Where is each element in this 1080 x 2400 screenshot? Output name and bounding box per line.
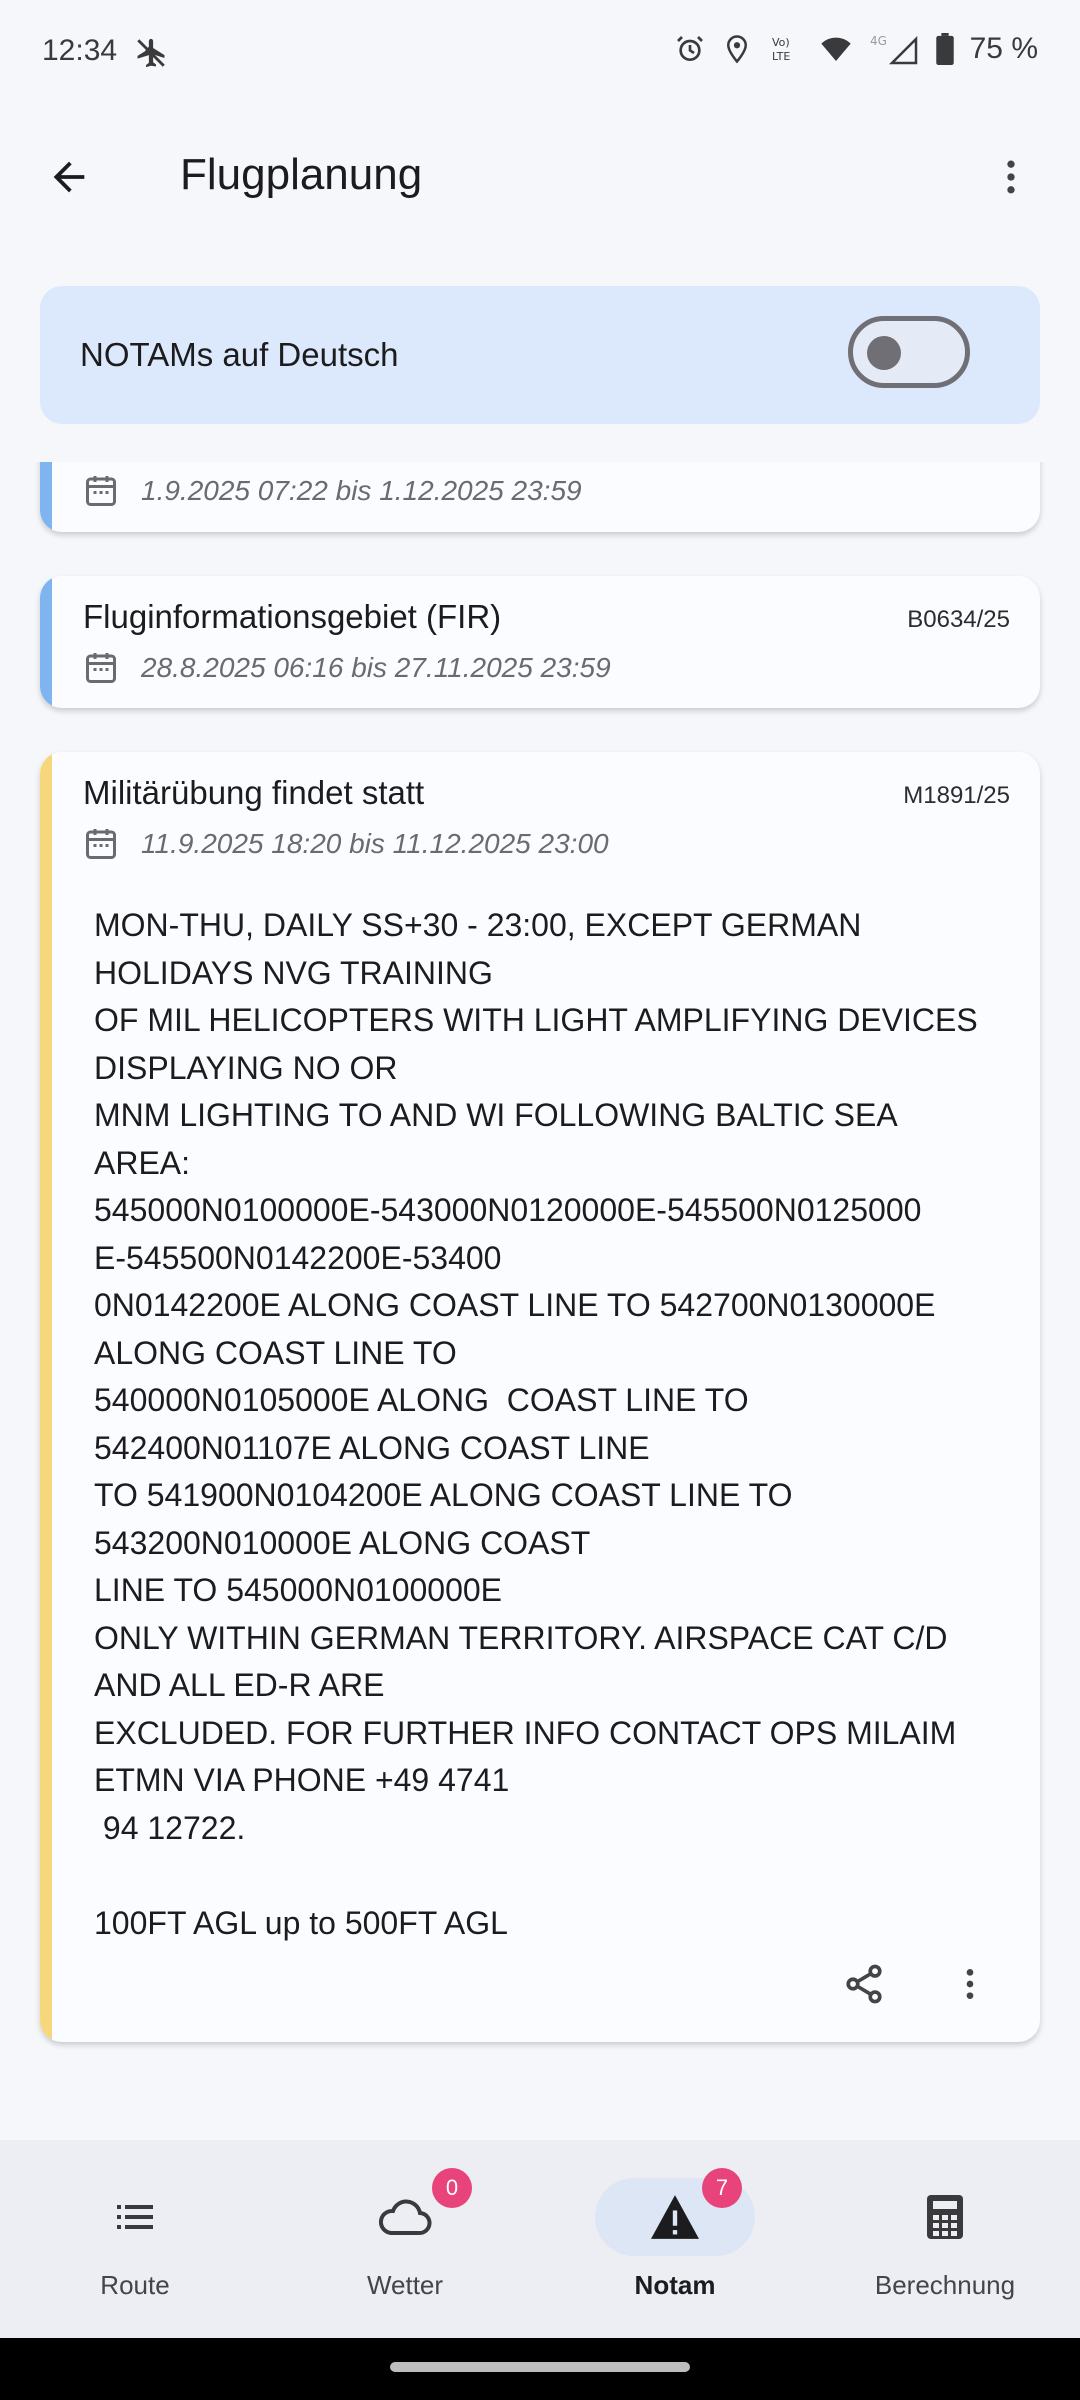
nav-label: Wetter bbox=[366, 2270, 444, 2300]
warning-icon bbox=[648, 2193, 702, 2241]
validity-dates: 11.9.2025 18:20 bis 11.12.2025 23:00 bbox=[141, 828, 609, 859]
nav-wetter[interactable] bbox=[270, 2140, 540, 2338]
share-button[interactable] bbox=[836, 1956, 892, 2012]
category-stripe bbox=[40, 462, 52, 532]
validity-row bbox=[83, 650, 611, 686]
volte-icon bbox=[768, 33, 802, 65]
home-gesture-handle[interactable] bbox=[390, 2362, 690, 2372]
list-icon bbox=[111, 2193, 159, 2241]
validity-dates: 1.9.2025 07:22 bis 1.12.2025 23:59 bbox=[141, 475, 582, 506]
back-button[interactable] bbox=[36, 144, 102, 210]
battery-percent: 75 % bbox=[969, 32, 1038, 65]
svg-text:4G: 4G bbox=[869, 34, 887, 48]
calendar-icon bbox=[83, 826, 119, 862]
more-options-button[interactable] bbox=[978, 144, 1044, 210]
notam-card[interactable] bbox=[40, 752, 1040, 2042]
battery-icon bbox=[936, 33, 954, 65]
notam-id: B0634/25 bbox=[907, 606, 1010, 633]
validity-row bbox=[83, 826, 609, 862]
nav-label: Route bbox=[100, 2270, 170, 2300]
status-time: 12:34 bbox=[42, 34, 118, 67]
wifi-icon bbox=[818, 33, 854, 65]
calculator-icon bbox=[925, 2193, 965, 2241]
nav-label: Notam bbox=[634, 2270, 716, 2300]
calendar-icon bbox=[83, 650, 119, 686]
category-stripe bbox=[40, 752, 52, 2042]
location-icon bbox=[722, 33, 752, 65]
nav-berechnung[interactable] bbox=[810, 2140, 1080, 2338]
calendar-icon bbox=[83, 473, 119, 509]
share-icon bbox=[842, 1962, 886, 2006]
card-actions bbox=[836, 1956, 1040, 2012]
notam-list[interactable] bbox=[0, 462, 1080, 2140]
german-notam-toggle-row[interactable] bbox=[40, 286, 1040, 424]
bottom-navigation bbox=[0, 2140, 1080, 2338]
notam-title: Militärübung findet statt bbox=[83, 774, 425, 811]
nav-icon-container bbox=[865, 2178, 1025, 2256]
notam-card[interactable] bbox=[40, 576, 1040, 708]
signal-4g-icon bbox=[870, 33, 920, 65]
arrow-back-icon bbox=[46, 154, 92, 200]
more-vert-icon bbox=[950, 1964, 990, 2004]
nav-route[interactable] bbox=[0, 2140, 270, 2338]
notam-text: MON-THU, DAILY SS+30 - 23:00, EXCEPT GERMAN HOLIDAYS NVG TRAINING OF MIL HELICOPTERS WITH LIGHT AMPLIFYING DEVICES DISPLAYING NO OR MNM LIGHTING TO AND WI FOLLOWING BALTIC SEA AREA: 545000N0100000E-543000N0120000E-545500N0125000 E-545500N0142200E-53400 0N0142200E ALONG COAST LINE TO 542700N0130000E ALONG COAST LINE TO 540000N0105000E ALONG COAST LINE TO 542400N01107E ALONG COAST LINE TO 541900N0104200E ALONG COAST LINE TO 543200N010000E ALONG COAST LINE TO 545000N0100000E ONLY WITHIN GERMAN TERRITORY. AIRSPACE CAT C/D AND ALL ED-R ARE EXCLUDED. FOR FURTHER INFO CONTACT OPS MILAIM ETMN VIA PHONE +49 4741 94 12722. 100FT AGL up to 500FT AGL bbox=[94, 907, 978, 1941]
notam-id: M1891/25 bbox=[903, 782, 1010, 809]
svg-text:Vo): Vo) bbox=[771, 36, 790, 49]
nav-notam[interactable] bbox=[540, 2140, 810, 2338]
validity-row bbox=[83, 473, 582, 509]
card-more-button[interactable] bbox=[942, 1956, 998, 2012]
validity-dates: 28.8.2025 06:16 bis 27.11.2025 23:59 bbox=[141, 652, 611, 683]
status-bar bbox=[0, 0, 1080, 110]
status-icons bbox=[674, 32, 1038, 66]
system-navigation-bar bbox=[0, 2338, 1080, 2400]
airplane-off-icon bbox=[134, 36, 168, 70]
more-vert-icon bbox=[989, 155, 1033, 199]
alarm-icon bbox=[674, 33, 706, 65]
page-title: Flugplanung bbox=[180, 150, 423, 199]
svg-text:LTE: LTE bbox=[771, 50, 790, 63]
notam-card[interactable] bbox=[40, 462, 1040, 532]
toggle-label: NOTAMs auf Deutsch bbox=[80, 336, 399, 373]
weather-badge: 0 bbox=[432, 2168, 472, 2208]
nav-icon-container bbox=[55, 2178, 215, 2256]
app-bar bbox=[0, 110, 1080, 240]
notam-title: Fluginformationsgebiet (FIR) bbox=[83, 598, 502, 635]
switch-knob bbox=[867, 336, 901, 370]
cloud-icon bbox=[375, 2193, 435, 2241]
nav-label: Berechnung bbox=[874, 2270, 1016, 2300]
german-notam-switch[interactable] bbox=[848, 316, 970, 388]
notam-badge: 7 bbox=[702, 2168, 742, 2208]
category-stripe bbox=[40, 576, 52, 708]
